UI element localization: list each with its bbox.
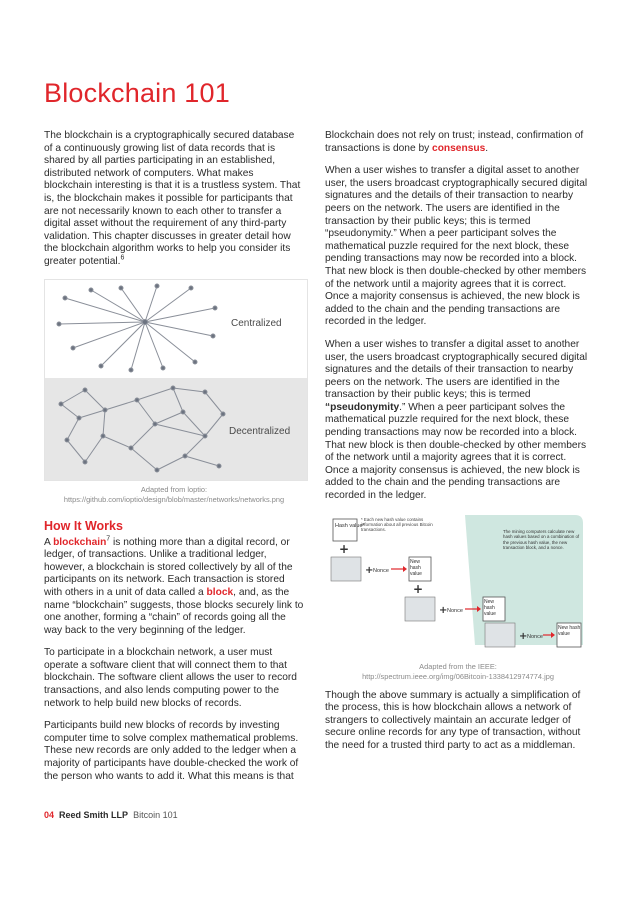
nonce-label: Nonce [373, 567, 389, 574]
plus-icon: + [519, 630, 528, 642]
summary-paragraph: Though the above summary is actually a simplification of the process, this is how blockchain allows a network of strangers to collectively maintain an accurate ledger of secure online records for any type of transaction, without the need for a trusted third party to act as a middleman. [325, 689, 581, 751]
plus-icon: + [339, 541, 350, 556]
transaction-block-icon [485, 623, 515, 647]
network-svg [45, 280, 307, 480]
page-number: 04 [44, 810, 55, 820]
figure2-caption [325, 662, 591, 682]
figure1-caption [44, 485, 304, 505]
caption-url[interactable]: http://spectrum.ieee.org/img/06Bitcoin-1338412974774.jpg [362, 671, 554, 681]
how-it-works-paragraph-2: To participate in a blockchain network, a user must operate a software client that will connect them to that blockchain. The software client allows the user to record transactions, and also lends computing power to the network to help build new blocks of records. [44, 647, 297, 709]
block-link[interactable]: block [206, 586, 234, 598]
chain-diagram [325, 513, 587, 653]
how-it-works-paragraph-3: Participants build new blocks of records by investing computer time to solve complex mathematical problems. These new records are only added to the ledger when a majority of participants have double-checked the work of the person who wants to add it. What this means is that [44, 720, 299, 782]
label-decentralized: Decentralized [229, 425, 291, 437]
section-heading: How It Works [44, 518, 123, 533]
mining-note: The mining computers calculate new hash values based on a combination of the previous hash value, the new transaction block, and a nonce. [503, 528, 580, 550]
nonce-label: Nonce [447, 607, 463, 614]
plus-icon: + [413, 581, 424, 596]
document-name: Bitcoin 101 [133, 810, 178, 820]
transaction-block-icon [405, 597, 435, 621]
text-span: is nothing more than a digital record, or ledger, of transactions. Unlike a traditional ledger, however, a blockchain is stored collectively by all of the participants on its network. Each transaction is stored with others in a unit of data called a [44, 536, 293, 598]
plus-icon: + [365, 564, 374, 576]
new-hash-label: New hash value [410, 558, 422, 577]
caption-source: Adapted from the IEEE: [419, 661, 497, 671]
transfer-paragraph-2 [325, 339, 591, 503]
right-column [325, 130, 591, 763]
plus-icon: + [439, 604, 448, 616]
text-span: . [485, 142, 489, 154]
page-title: Blockchain 101 [44, 78, 230, 108]
text-span: Blockchain does not rely on trust; instead, confirmation of transactions is done by [325, 130, 584, 154]
transaction-block-icon [331, 557, 361, 581]
consensus-paragraph [325, 130, 591, 155]
nonce-label: Nonce [527, 633, 543, 640]
label-centralized: Centralized [231, 317, 282, 329]
how-it-works-paragraph-1 [44, 537, 304, 638]
text-span: .” When a peer participant solves the mathematical puzzle required for the next block, these pending transactions may now be recorded into a block. That new block is then double-checked by other members of the network until a majority agrees that it is correct. Once a majority consensus is achieved, the new block is added to the chain and the pending transactions are recorded in the ledger. [325, 401, 587, 502]
caption-url[interactable]: https://github.com/ioptio/design/blob/master/networks/networks.png [63, 494, 285, 504]
intro-text: The blockchain is a cryptographically secured database of a continuously growing list of data records that is shared by all parties participating in an established, distributed network of computers. What makes blockchain interesting is that it is a trustless system. That is, the blockchain makes it possible for participants that are not necessarily known to each other to transfer a digital asset without the requirement of any third-party validation. This chapter discusses in greater detail how the blockchain algorithm works to help you consider its greater potential. [44, 130, 301, 267]
intro-paragraph [44, 130, 304, 269]
hash-value-label: Hash value* [335, 522, 365, 529]
footnote-ref[interactable]: 7 [106, 535, 111, 543]
footnote-ref[interactable]: 6 [120, 254, 125, 262]
network-figure [44, 279, 304, 505]
text-span: When a user wishes to transfer a digital asset to another user, the users broadcast cryptographically secured digital signatures and the details of their transaction to nearby peers on the network. The users are identified in the transaction by their public keys; this is termed [325, 338, 588, 401]
new-hash-label: New hash value [484, 598, 496, 617]
caption-source: Adapted from loptio: [140, 484, 208, 494]
pseudonymity-term: “pseudonymity [325, 401, 400, 413]
transfer-paragraph-1: When a user wishes to transfer a digital asset to another user, the users broadcast cryptographically secured digital signatures and the details of their transaction to nearby peers on the network. The users are identified in the transaction by their public keys; this is termed “pseudonymity.” When a peer participant solves the mathematical puzzle required for the next block, these pending transactions may now be recorded into a block. That new block is then double-checked by other members of the network until a majority agrees that it is correct. Once a majority consensus is achieved, the new block is added to the chain and the pending transactions are recorded in the ledger. [325, 165, 588, 328]
consensus-link[interactable]: consensus [432, 142, 486, 154]
hash-note: * Each new hash value contains information about all previous Bitcoin transactions. [361, 516, 433, 532]
page-footer [44, 810, 178, 820]
text-span: A [44, 536, 54, 548]
chain-figure [325, 513, 591, 682]
network-diagram [44, 279, 308, 481]
text-span: , and, as the name “blockchain” suggests, those blocks securely link to one another, forming a “chain” of records going all the way back to the very beginning of the ledger. [44, 586, 304, 636]
left-column [44, 130, 304, 793]
firm-name: Reed Smith LLP [59, 810, 129, 820]
new-hash-label: New hash value [558, 624, 581, 637]
blockchain-link[interactable]: blockchain [53, 536, 107, 548]
